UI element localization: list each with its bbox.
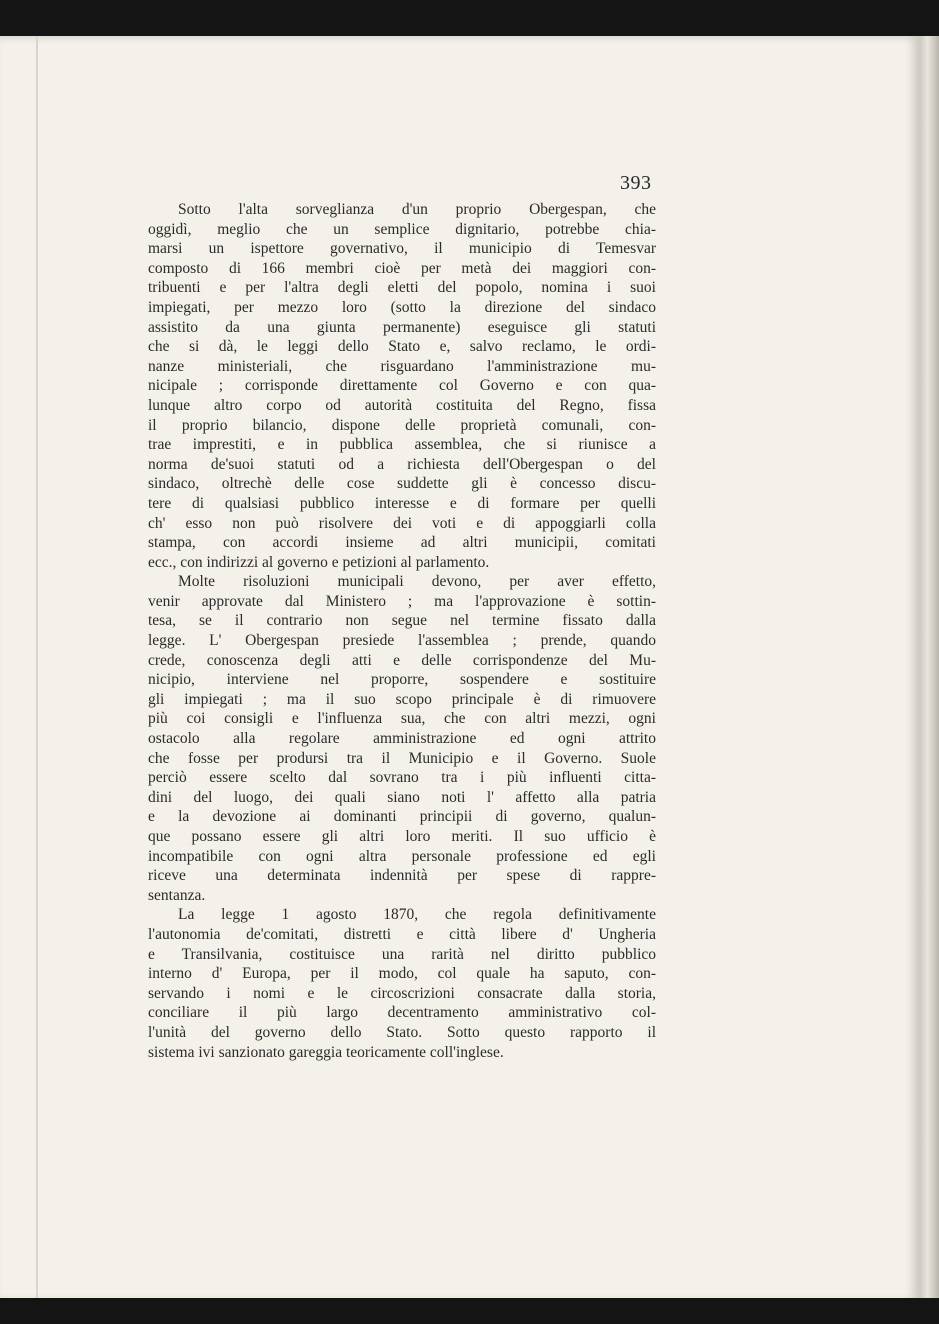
- text-line: riceve una determinata indennità per spese di rappre-: [148, 867, 656, 885]
- text-line: stampa, con accordi insieme ad altri municipii, comitati: [148, 534, 656, 552]
- page-edge: [920, 36, 939, 1302]
- text-line: tere di qualsiasi pubblico interesse e di formare per quelli: [148, 494, 656, 512]
- text-line: l'autonomia de'comitati, distretti e città libere d' Ungheria: [148, 925, 656, 943]
- text-line: che fosse per prodursi tra il Municipio e il Governo. Suole: [148, 749, 656, 767]
- text-line: e la devozione ai dominanti principii di governo, qualun-: [148, 808, 656, 826]
- text-line: dini del luogo, dei quali siano noti l' affetto alla patria: [148, 788, 656, 806]
- text-line: venir approvate dal Ministero ; ma l'approvazione è sottin-: [148, 592, 656, 610]
- text-line: que possano essere gli altri loro meriti. Il suo ufficio è: [148, 828, 656, 845]
- text-line: lunque altro corpo od autorità costituita del Regno, fissa: [148, 396, 656, 414]
- text-line: La legge 1 agosto 1870, che regola definitivamente: [178, 906, 656, 924]
- paragraph: [148, 200, 656, 572]
- text-line: composto di 166 membri cioè per metà dei maggiori con-: [148, 259, 656, 277]
- text-line: servando i nomi e le circoscrizioni consacrate dalla storia,: [148, 984, 656, 1002]
- scan-frame-top: [0, 0, 939, 38]
- text-line: ecc., con indirizzi al governo e petizioni al parlamento.: [148, 553, 490, 571]
- text-line: assistito da una giunta permanente) eseguisce gli statuti: [148, 318, 656, 336]
- text-line: gli impiegati ; ma il suo scopo principale è di rimuovere: [148, 690, 656, 708]
- paragraph: [148, 572, 656, 905]
- text-line: incompatibile con ogni altra personale professione ed egli: [148, 847, 656, 865]
- text-line: più coi consigli e l'influenza sua, che con altri mezzi, ogni: [148, 710, 656, 728]
- text-line: perciò essere scelto dal sovrano tra i più influenti citta-: [148, 769, 656, 787]
- body-text: [148, 200, 656, 1062]
- text-line: tribuenti e per l'altra degli eletti del popolo, nomina i suoi: [148, 279, 656, 297]
- text-line: Molte risoluzioni municipali devono, per aver effetto,: [178, 573, 656, 591]
- text-line: ch' esso non può risolvere dei voti e di appoggiarli colla: [148, 514, 656, 532]
- text-line: nicipio, interviene nel proporre, sospendere e sostituire: [148, 671, 656, 689]
- text-line: oggidì, meglio che un semplice dignitario, potrebbe chia-: [148, 220, 656, 238]
- text-line: sistema ivi sanzionato gareggia teoricamente coll'inglese.: [148, 1043, 504, 1061]
- text-line: tesa, se il contrario non segue nel termine fissato dalla: [148, 612, 656, 630]
- text-line: che si dà, le leggi dello Stato e, salvo reclamo, le ordi-: [148, 338, 656, 356]
- text-line: norma de'suoi statuti od a richiesta dell'Obergespan o del: [148, 455, 656, 473]
- text-line: l'unità del governo dello Stato. Sotto questo rapporto il: [148, 1023, 656, 1041]
- text-line: e Transilvania, costituisce una rarità nel diritto pubblico: [148, 945, 656, 963]
- text-line: Sotto l'alta sorveglianza d'un proprio Obergespan, che: [178, 201, 656, 218]
- text-line: impiegati, per mezzo loro (sotto la direzione del sindaco: [148, 298, 656, 316]
- text-line: il proprio bilancio, dispone delle proprietà comunali, con-: [148, 416, 656, 434]
- text-line: nicipale ; corrisponde direttamente col Governo e con qua-: [148, 377, 656, 395]
- text-line: nanze ministeriali, che risguardano l'amministrazione mu-: [148, 357, 656, 375]
- text-line: crede, conoscenza degli atti e delle corrispondenze del Mu-: [148, 651, 656, 669]
- text-line: interno d' Europa, per il modo, col quale ha saputo, con-: [148, 965, 656, 983]
- page-number: 393: [620, 172, 652, 194]
- text-line: legge. L' Obergespan presiede l'assemblea ; prende, quando: [148, 632, 656, 650]
- scan-frame-bottom: [0, 1298, 939, 1324]
- paragraph: [148, 905, 656, 1062]
- text-line: sindaco, oltrechè delle cose suddette gli è concesso discu-: [148, 475, 656, 493]
- binding-line: [36, 36, 38, 1302]
- text-line: marsi un ispettore governativo, il municipio di Temesvar: [148, 240, 656, 258]
- text-line: conciliare il più largo decentramento amministrativo col-: [148, 1004, 656, 1022]
- text-line: trae imprestiti, e in pubblica assemblea, che si riunisce a: [148, 436, 656, 454]
- text-line: ostacolo alla regolare amministrazione ed ogni attrito: [148, 730, 656, 748]
- text-line: sentanza.: [148, 886, 206, 904]
